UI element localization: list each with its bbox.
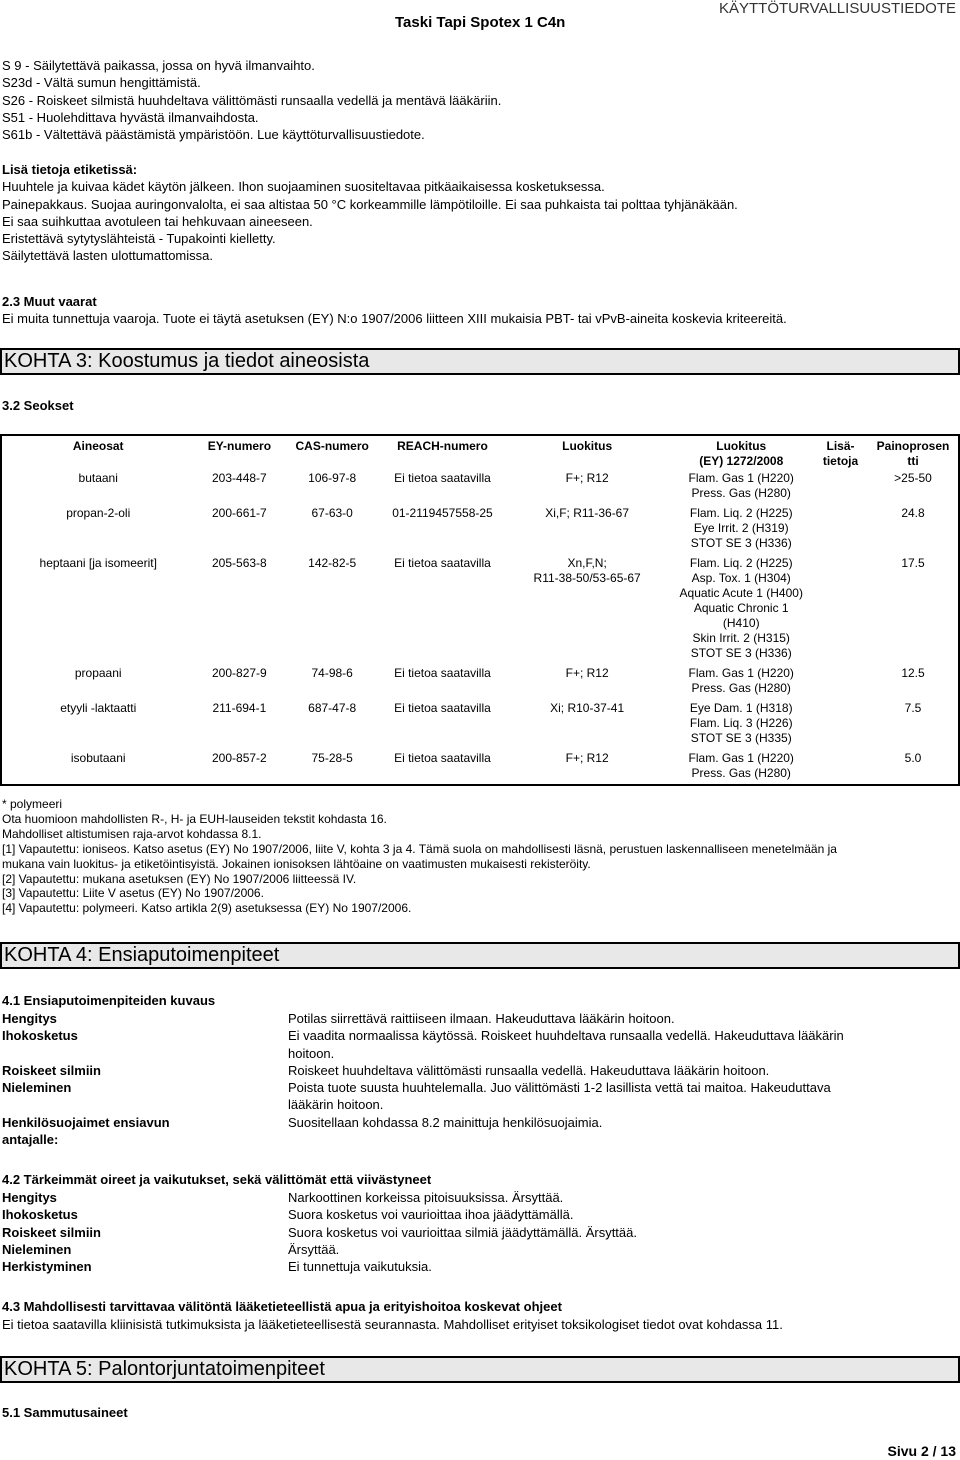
info-row [2,1062,957,1079]
section-5-1-heading: 5.1 Sammutusaineet [2,1405,128,1420]
info-value: Poista tuote suusta huuhtelemalla. Juo välittömästi 1-2 lasillista vettä tai maitoa. Hakeuduttava lääkärin hoitoon. [288,1080,831,1113]
info-value: Ei tunnettuja vaikutuksia. [288,1259,432,1275]
s-phrase: S61b - Vältettävä päästämistä ympäristöön. Lue käyttöturvallisuustiedote. [2,127,425,143]
table-cell: etyyli -laktaatti [60,701,137,715]
section-4-2-heading: 4.2 Tärkeimmät oireet ja vaikutukset, sekä välittömät että viivästyneet [2,1172,432,1187]
info-row [2,1224,957,1241]
info-value: Potilas siirrettävä raittiiseen ilmaan. Hakeuduttava lääkärin hoitoon. [288,1011,675,1026]
label-info-line: Huuhtele ja kuivaa kädet käytön jälkeen. Ihon suojaaminen suositeltavaa pitkäaikaisessa kosketuksessa. [2,179,605,195]
note-line: Ota huomioon mahdollisten R-, H- ja EUH-lauseiden tekstit kohdasta 16. [2,811,387,826]
section-4-3-heading: 4.3 Mahdollisesti tarvittavaa välitöntä lääketieteellistä apua ja erityishoitoa koskevat ohjeet [2,1299,562,1314]
s-phrase: S51 - Huolehdittava hyvästä ilmanvaihdosta. [2,109,259,125]
column-header: Lisä- tietoja [822,439,859,468]
section-4-1-heading: 4.1 Ensiaputoimenpiteiden kuvaus [2,993,216,1008]
other-hazards-block [2,293,787,328]
info-value: Suora kosketus voi vaurioittaa ihoa jäädyttämällä. [288,1207,574,1223]
label-info-line: Eristettävä sytytyslähteistä - Tupakointi kielletty. [2,231,276,247]
info-row [2,1258,957,1275]
composition-notes [2,797,837,916]
section-5-title: KOHTA 5: Palontorjuntatoimenpiteet [0,1356,960,1383]
table-row [1,699,959,749]
table-cell: isobutaani [70,751,126,765]
s-phrase: S26 - Roiskeet silmistä huuhdeltava välittömästi runsaalla vedellä ja mentävä lääkäriin. [2,92,502,108]
table-cell: 24.8 [901,506,925,520]
info-row [2,1079,957,1114]
table-cell: heptaani [ja isomeerit] [39,556,157,570]
label-info-line: Ei saa suihkuttaa avotuleen tai hehkuvaan aineeseen. [2,213,313,229]
section-4-title: KOHTA 4: Ensiaputoimenpiteet [0,942,960,969]
section-3-title: KOHTA 3: Koostumus ja tiedot aineosista [0,348,960,375]
column-header: CAS-numero [295,439,369,453]
column-header: Painoprosen tti [876,439,950,468]
info-value: Suora kosketus voi vaurioittaa silmiä jäädyttämällä. Ärsyttää. [288,1224,637,1240]
info-label: Henkilösuojaimet ensiavun antajalle: [2,1114,170,1148]
table-cell: 211-694-1 [212,701,267,715]
table-row [1,664,959,699]
table-cell: Ei tietoa saatavilla [394,556,491,570]
other-hazards-text: Ei muita tunnettuja vaaroja. Tuote ei täytä asetuksen (EY) N:o 1907/2006 liitteen XIII mukaisia PBT- tai vPvB-aineita koskevia kriteereitä. [2,311,787,327]
table-cell: propan-2-oli [66,506,131,520]
info-row [2,1241,957,1258]
table-cell: Eye Dam. 1 (H318) Flam. Liq. 3 (H226) STOT SE 3 (H335) [689,701,793,745]
table-cell: Flam. Liq. 2 (H225) Eye Irrit. 2 (H319) STOT SE 3 (H336) [689,506,793,550]
info-label: Ihokosketus [2,1207,78,1223]
table-cell: 12.5 [901,666,925,680]
table-cell: 142-82-5 [308,556,357,570]
table-cell: Xi,F; R11-36-67 [545,506,630,520]
table-row [1,554,959,664]
first-aid-list [2,1010,957,1148]
table-cell: 67-63-0 [311,506,353,520]
table-cell: propaani [74,666,122,680]
table-cell: Xn,F,N; R11-38-50/53-65-67 [533,556,641,585]
table-cell [813,749,868,785]
table-row [1,504,959,554]
table-cell: 203-448-7 [212,471,267,485]
document-title-header: Taski Tapi Spotex 1 C4n [395,14,566,31]
note-line: mukana vain luokitus- ja etiketöintisyistä. Jokainen ionisoksen lähtöaine on vaatimusten mukaisesti rekisteröity. [2,856,591,871]
info-value: Ärsyttää. [288,1241,340,1257]
table-cell: Ei tietoa saatavilla [394,751,491,765]
page-number: Sivu 2 / 13 [887,1443,956,1459]
table-cell: Ei tietoa saatavilla [394,471,491,485]
column-header: Luokitus [562,439,613,453]
table-cell: F+; R12 [565,751,609,765]
table-cell: Xi; R10-37-41 [550,701,625,715]
info-value: Roiskeet huuhdeltava välittömästi runsaalla vedellä. Hakeuduttava lääkärin hoitoon. [288,1062,770,1078]
table-cell: 7.5 [904,701,922,715]
section-4-3-block [2,1316,783,1333]
composition-table [0,434,960,786]
table-cell: 74-98-6 [311,666,353,680]
symptoms-list [2,1189,957,1275]
info-value: Ei vaadita normaalissa käytössä. Roiskeet huuhdeltava runsaalla vedellä. Hakeuduttava lääkärin hoitoon. [288,1028,844,1061]
table-cell: Flam. Gas 1 (H220) Press. Gas (H280) [688,666,794,695]
table-cell [813,664,868,699]
label-info-line: Painepakkaus. Suojaa auringonvalolta, ei saa altistaa 50 °C korkeammille lämpötiloille. Ei saa puhkaista tai polttaa tyhjänäkään. [2,196,738,212]
column-header: REACH-numero [397,439,488,453]
info-label: Nieleminen [2,1080,72,1096]
table-cell: >25-50 [894,471,932,485]
table-cell: Flam. Liq. 2 (H225) Asp. Tox. 1 (H304) Aquatic Acute 1 (H400) Aquatic Chronic 1 (H410) Skin Irrit. 2 (H315) STOT SE 3 (H336) [679,556,803,660]
document-type-header: KÄYTTÖTURVALLISUUSTIEDOTE [719,0,956,17]
table-cell: 205-563-8 [212,556,267,570]
table-cell: Flam. Gas 1 (H220) Press. Gas (H280) [688,471,794,500]
info-row [2,1010,957,1027]
note-line: [3] Vapautettu: Liite V asetus (EY) No 1907/2006. [2,886,264,901]
table-cell [813,504,868,554]
info-row [2,1114,957,1148]
table-cell: 75-28-5 [311,751,353,765]
column-header: EY-numero [207,439,272,453]
info-row [2,1206,957,1223]
s-phrase: S 9 - Säilytettävä paikassa, jossa on hyvä ilmanvaihto. [2,58,315,73]
label-info-block [2,161,738,265]
table-cell: butaani [78,471,118,485]
table-cell: 200-827-9 [212,666,267,680]
label-info-heading: Lisä tietoja etiketissä: [2,162,138,177]
table-cell [813,469,868,504]
info-label: Hengitys [2,1011,57,1026]
note-line: [2] Vapautettu: mukana asetuksen (EY) No 1907/2006 liitteessä IV. [2,871,357,886]
note-line: Mahdolliset altistumisen raja-arvot kohdassa 8.1. [2,826,262,841]
info-label: Nieleminen [2,1241,72,1257]
table-cell: Flam. Gas 1 (H220) Press. Gas (H280) [688,751,794,780]
table-row [1,749,959,785]
info-label: Roiskeet silmiin [2,1224,101,1240]
section-3-2-heading: 3.2 Seokset [2,398,74,413]
s-phrases-block [2,57,501,143]
s-phrase: S23d - Vältä sumun hengittämistä. [2,75,201,91]
other-hazards-heading: 2.3 Muut vaarat [2,294,97,309]
table-cell: 01-2119457558-25 [392,506,493,520]
table-cell [813,699,868,749]
table-cell: 17.5 [901,556,925,570]
info-row [2,1027,957,1062]
info-label: Roiskeet silmiin [2,1062,101,1078]
info-label: Hengitys [2,1190,57,1205]
table-cell: 5.0 [904,751,922,765]
table-cell: F+; R12 [565,666,609,680]
note-line: * polymeeri [2,797,63,811]
section-4-3-text: Ei tietoa saatavilla kliinisistä tutkimuksista ja lääketieteellisestä seurannasta. Mahdolliset erityiset toksikologiset tiedot ovat kohdassa 11. [2,1317,783,1332]
table-cell [813,554,868,664]
note-line: [4] Vapautettu: polymeeri. Katso artikla 2(9) asetuksessa (EY) No 1907/2006. [2,901,412,916]
info-label: Ihokosketus [2,1028,78,1044]
table-cell: Ei tietoa saatavilla [394,666,491,680]
info-row [2,1189,957,1206]
table-header-row [1,435,959,469]
note-line: [1] Vapautettu: ioniseos. Katso asetus (EY) No 1907/2006, liite V, kohta 3 ja 4. Tämä suola on mahdollisesti läsnä, perustuen laskennalliseen menetelmään ja [2,841,837,856]
column-header: Luokitus (EY) 1272/2008 [699,439,784,468]
table-cell: 106-97-8 [308,471,357,485]
info-value: Narkoottinen korkeissa pitoisuuksissa. Ärsyttää. [288,1190,564,1205]
info-label: Herkistyminen [2,1259,92,1275]
table-cell: 200-661-7 [212,506,267,520]
table-cell: 200-857-2 [212,751,267,765]
table-cell: 687-47-8 [308,701,357,715]
table-cell: F+; R12 [565,471,609,485]
column-header: Aineosat [72,439,124,453]
label-info-line: Säilytettävä lasten ulottumattomissa. [2,248,213,264]
table-row [1,469,959,504]
table-cell: Ei tietoa saatavilla [394,701,491,715]
info-value: Suositellaan kohdassa 8.2 mainittuja henkilösuojaimia. [288,1114,603,1130]
